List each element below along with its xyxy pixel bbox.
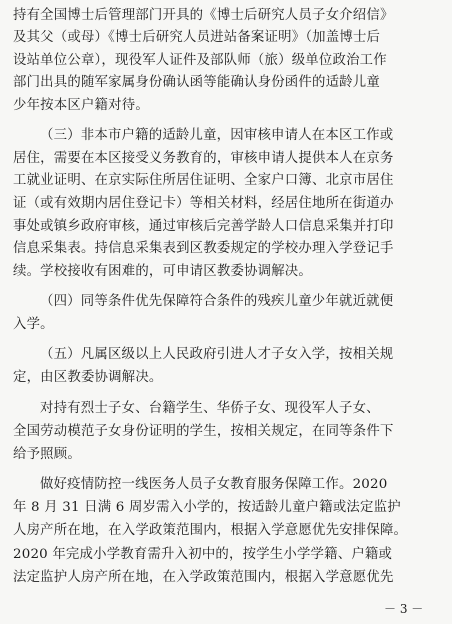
text-line: 全国劳动模范子女身份证明的学生，按相关规定，在同等条件下 bbox=[13, 424, 394, 439]
text-line: 少年按本区户籍对待。 bbox=[13, 98, 149, 113]
text-line: 2020 年完成小学教育需升入初中的，按学生小学学籍、户籍或 bbox=[13, 547, 393, 562]
text-line: 居住，需要在本区接受义务教育的，审核申请人提供本人在京务 bbox=[13, 151, 394, 166]
page-number: － 3 － bbox=[384, 602, 424, 616]
text-line: 工就业证明、在京实际住所居住证明、全家户口簿、北京市居住 bbox=[13, 173, 394, 188]
text-line: 事处或镇乡政府审核，通过审核后完善学龄人口信息采集并打印 bbox=[13, 219, 394, 234]
text-line: 及其父（或母）《博士后研究人员进站备案证明》（加盖博士后 bbox=[13, 30, 381, 45]
text-line: 定，由区教委协调解决。 bbox=[13, 370, 163, 385]
text-line: 对持有烈士子女、台籍学生、华侨子女、现役军人子女、 bbox=[40, 401, 380, 416]
text-line: 证（或有效期内居住登记卡）等相关材料，经居住地所在街道办 bbox=[13, 196, 394, 211]
text-line: 人房产所在地，在入学政策范围内，根据入学意愿优先安排保障。 bbox=[13, 523, 408, 538]
text-line: 持有全国博士后管理部门开具的《博士后研究人员子女介绍信》 bbox=[13, 8, 394, 23]
text-line: 年 8 月 31 日满 6 周岁需入小学的，按适龄儿童户籍或法定监护 bbox=[13, 500, 401, 515]
text-line: 续。学校接收有困难的，可申请区教委协调解决。 bbox=[13, 264, 312, 279]
text-line: 设站单位公章），现役军人证件及部队师（旅）级单位政治工作 bbox=[13, 53, 387, 68]
text-line: 部门出具的随军家属身份确认函等能确认身份函件的适龄儿童 bbox=[13, 75, 380, 90]
text-line: （五）凡属区级以上人民政府引进人才子女入学，按相关规 bbox=[40, 347, 394, 362]
text-line: （四）同等条件优先保障符合条件的残疾儿童少年就近就便 bbox=[40, 294, 394, 309]
text-line: 信息采集表。持信息采集表到区教委规定的学校办理入学登记手 bbox=[13, 241, 394, 256]
text-line: 入学。 bbox=[13, 317, 54, 332]
text-line: 法定监护人房产所在地，在入学政策范围内，根据入学意愿优先 bbox=[13, 570, 394, 585]
text-line: 给予照顾。 bbox=[13, 447, 81, 462]
text-line: （三）非本市户籍的适龄儿童，因审核申请人在本区工作或 bbox=[40, 128, 394, 143]
text-line: 做好疫情防控一线医务人员子女教育服务保障工作。2020 bbox=[40, 477, 388, 492]
